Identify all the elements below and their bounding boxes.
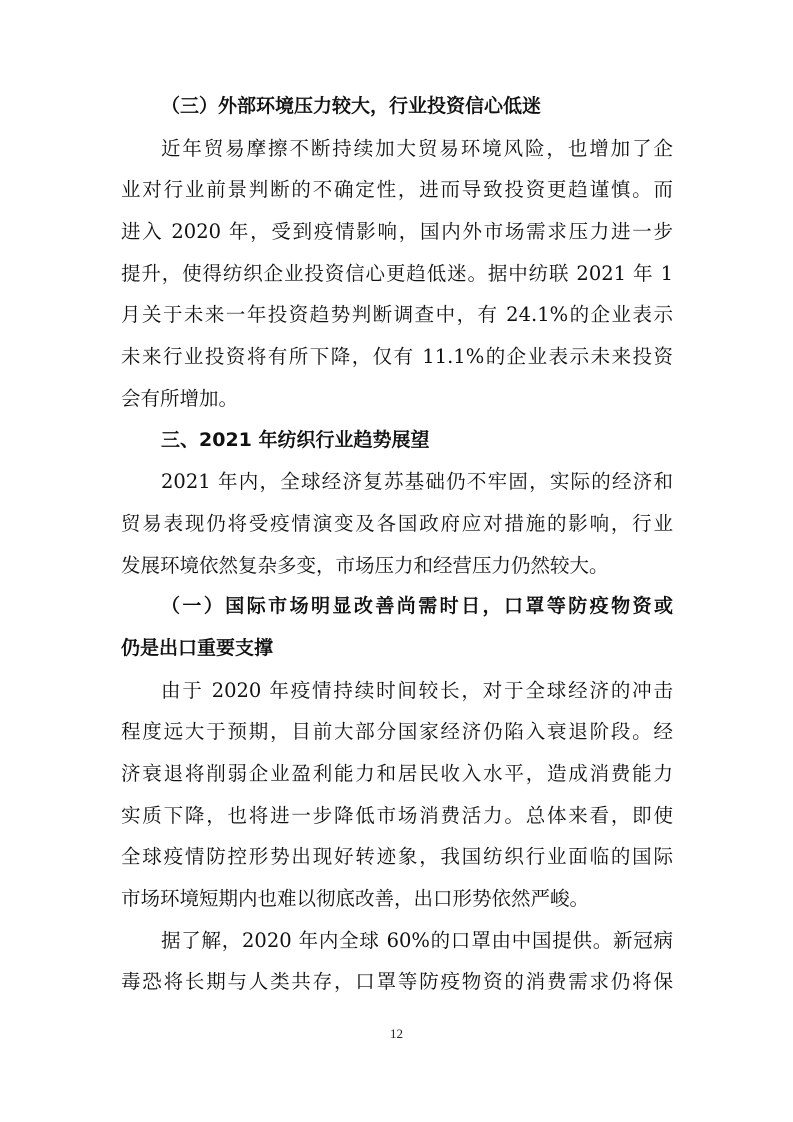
paragraph-line: 提升，使得纺织企业投资信心更趋低迷。据中纺联 2021 年 1 [121,261,673,285]
paragraph-line: 月关于未来一年投资趋势判断调查中，有 24.1%的企业表示 [121,303,673,327]
paragraph-line: 程度远大于预期，目前大部分国家经济仍陷入衰退阶段。经 [121,720,673,744]
paragraph-line: 进入 2020 年，受到疫情影响，国内外市场需求压力进一步 [121,220,673,244]
paragraph-line: 会有所增加。 [121,386,239,410]
paragraph-line: 业对行业前景判断的不确定性，进而导致投资更趋谨慎。而 [121,178,673,202]
paragraph-line: 毒恐将长期与人类共存，口罩等防疫物资的消费需求仍将保 [121,970,673,994]
paragraph-line: 近年贸易摩擦不断持续加大贸易环境风险，也增加了企 [161,136,673,160]
paragraph-line: 贸易表现仍将受疫情演变及各国政府应对措施的影响，行业 [121,511,673,535]
subsection-heading-1: （一）国际市场明显改善尚需时日，口罩等防疫物资或 [161,595,673,618]
paragraph-line: 实质下降，也将进一步降低市场消费活力。总体来看，即使 [121,803,673,827]
paragraph-line: 市场环境短期内也难以彻底改善，出口形势依然严峻。 [121,887,590,911]
paragraph-line: 发展环境依然复杂多变，市场压力和经营压力仍然较大。 [121,553,609,577]
subsection-heading-3: （三）外部环境压力较大，行业投资信心低迷 [161,95,542,117]
section-heading: 三、2021 年纺织行业趋势展望 [161,428,430,451]
paragraph-line: 据了解，2020 年内全球 60%的口罩由中国提供。新冠病 [161,928,673,952]
paragraph-line: 2021 年内，全球经济复苏基础仍不牢固，实际的经济和 [161,470,673,494]
paragraph-line: 济衰退将削弱企业盈利能力和居民收入水平，造成消费能力 [121,762,673,785]
subsection-heading-1-cont: 仍是出口重要支撑 [121,636,274,659]
page-number: 12 [390,1026,403,1041]
paragraph-line: 由于 2020 年疫情持续时间较长，对于全球经济的冲击 [161,678,673,702]
paragraph-line: 未来行业投资将有所下降，仅有 11.1%的企业表示未来投资 [121,345,673,369]
paragraph-line: 全球疫情防控形势出现好转迹象，我国纺织行业面临的国际 [121,845,673,869]
page-content [121,86,673,1003]
